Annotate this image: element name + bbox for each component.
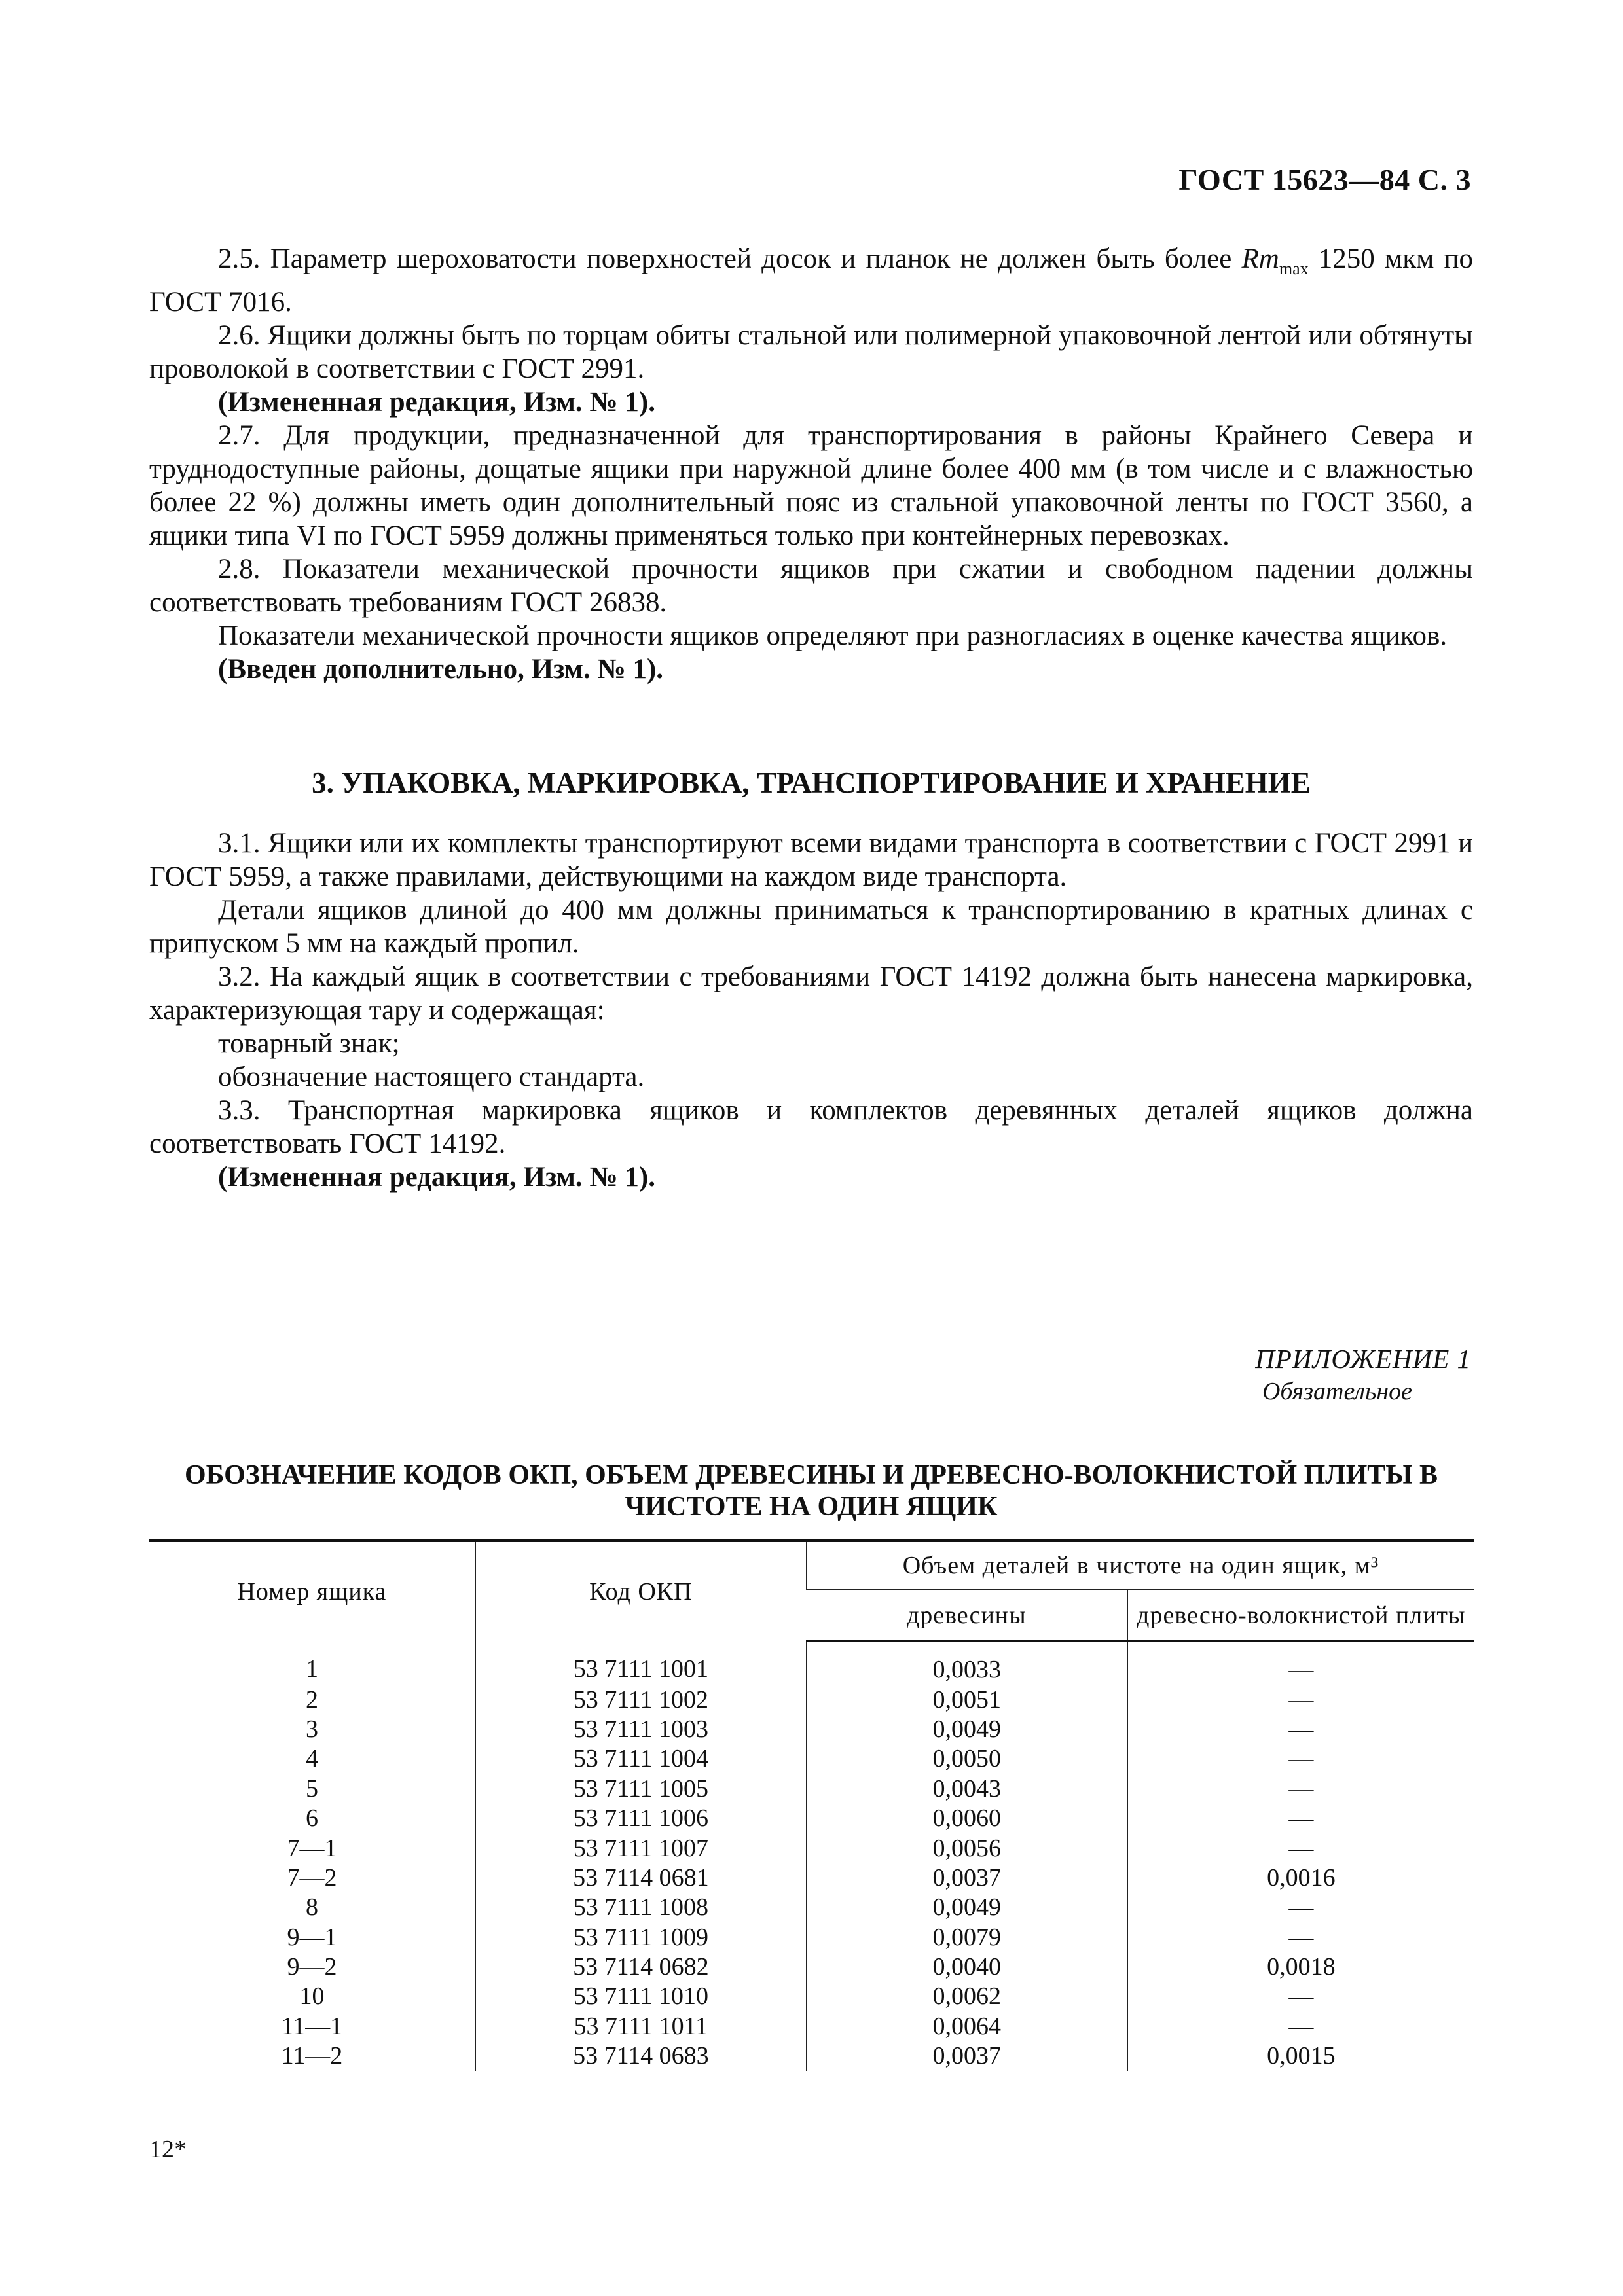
appendix-note: Обязательное [1262, 1378, 1412, 1405]
header-fiberboard: древесно-волокнистой плиты [1127, 1590, 1474, 1641]
appendix-label: ПРИЛОЖЕНИЕ 1 [1255, 1344, 1471, 1374]
cell-okp-code: 53 7114 0681 [475, 1863, 807, 1893]
cell-number: 6 [305, 1804, 318, 1833]
cell-fiberboard-volume: — [1127, 2012, 1474, 2041]
cell-fiberboard-volume: — [1127, 1715, 1474, 1744]
table-row [149, 1641, 1474, 1685]
cell-wood-volume: 0,0079 [807, 1923, 1127, 1952]
cell-number: 7—2 [287, 1863, 337, 1892]
cell-fiberboard-volume: — [1127, 1804, 1474, 1833]
clause-2-6: 2.6. Ящики должны быть по торцам обиты стальной или полимерной упаковочной лентой или обтянуты проволокой в соответствии с ГОСТ 2991. [149, 320, 1473, 384]
table-row [149, 1685, 1474, 1714]
cell-fiberboard-volume: 0,0015 [1127, 2041, 1474, 2071]
cell-wood-volume: 0,0064 [807, 2012, 1127, 2041]
cell-wood-volume: 0,0040 [807, 1952, 1127, 1982]
cell-wood-volume: 0,0056 [807, 1833, 1127, 1863]
table-row [149, 1744, 1474, 1774]
header-code: Код ОКП [475, 1541, 807, 1641]
table-row [149, 1774, 1474, 1804]
cell-okp-code: 53 7111 1007 [475, 1833, 807, 1863]
cell-wood-volume: 0,0051 [807, 1685, 1127, 1714]
cell-number: 7—1 [287, 1834, 337, 1862]
cell-number: 8 [305, 1893, 318, 1922]
cell-wood-volume: 0,0037 [807, 1863, 1127, 1893]
roughness-subscript: max [1279, 259, 1309, 278]
clause-3-3: 3.3. Транспортная маркировка ящиков и комплектов деревянных деталей ящиков должна соответствовать ГОСТ 14192. [149, 1095, 1473, 1159]
cell-okp-code: 53 7111 1002 [475, 1685, 807, 1714]
cell-okp-code: 53 7111 1005 [475, 1774, 807, 1804]
section-2-continued [149, 242, 1473, 686]
table-row [149, 1715, 1474, 1744]
cell-wood-volume: 0,0062 [807, 1982, 1127, 2011]
cell-number: 10 [299, 1982, 325, 2011]
cell-number: 4 [305, 1745, 318, 1773]
cell-wood-volume: 0,0060 [807, 1804, 1127, 1833]
cell-okp-code: 53 7111 1001 [475, 1641, 807, 1685]
cell-okp-code: 53 7111 1011 [475, 2012, 807, 2041]
cell-okp-code: 53 7111 1009 [475, 1923, 807, 1952]
cell-fiberboard-volume: — [1127, 1893, 1474, 1922]
header-wood: древесины [807, 1590, 1127, 1641]
page-header: ГОСТ 15623—84 С. 3 [1178, 163, 1471, 196]
cell-wood-volume: 0,0049 [807, 1893, 1127, 1922]
cell-number: 3 [305, 1715, 318, 1743]
clause-2-8-paragraph-2: Показатели механической прочности ящиков определяют при разногласиях в оценке качества ящиков. [218, 620, 1448, 651]
amendment-note-2-8: (Введен дополнительно, Изм. № 1). [218, 654, 664, 685]
cell-wood-volume: 0,0049 [807, 1715, 1127, 1744]
cell-fiberboard-volume: — [1127, 1685, 1474, 1714]
cell-number: 2 [305, 1685, 318, 1713]
table-row [149, 1863, 1474, 1893]
cell-fiberboard-volume: 0,0018 [1127, 1952, 1474, 1982]
cell-number: 11—1 [281, 2012, 343, 2040]
header-number: Номер ящика [149, 1541, 475, 1641]
cell-wood-volume: 0,0043 [807, 1774, 1127, 1804]
cell-fiberboard-volume: — [1127, 1641, 1474, 1685]
clause-2-7: 2.7. Для продукции, предназначенной для транспортирования в районы Крайнего Севера и труднодоступные районы, дощатые ящики при наружной длине более 400 мм (в том числе и с влажностью более 22 %) должны иметь один дополнительный пояс из стальной упаковочной ленты по ГОСТ 3560, а ящики типа VI по ГОСТ 5959 должны применяться только при контейнерных перевозках. [149, 420, 1473, 551]
table-row [149, 2012, 1474, 2041]
clause-3-2-item-1: товарный знак; [218, 1028, 400, 1059]
cell-number: 11—2 [281, 2042, 343, 2070]
clause-3-1-paragraph-2: Детали ящиков длиной до 400 мм должны приниматься к транспортированию в кратных длинах с припуском 5 мм на каждый пропил. [149, 895, 1473, 959]
cell-okp-code: 53 7114 0682 [475, 1952, 807, 1982]
table-row [149, 1893, 1474, 1922]
cell-number: 5 [305, 1774, 318, 1803]
clause-2-5: 2.5. Параметр шероховатости поверхностей досок и планок не должен быть более $Rm_{max}$ 1250 мкм по ГОСТ 7016. [149, 243, 1473, 317]
cell-fiberboard-volume: — [1127, 1923, 1474, 1952]
cell-okp-code: 53 7111 1008 [475, 1893, 807, 1922]
cell-okp-code: 53 7111 1010 [475, 1982, 807, 2011]
cell-fiberboard-volume: — [1127, 1982, 1474, 2011]
roughness-symbol: Rm [1241, 243, 1279, 274]
cell-okp-code: 53 7111 1004 [475, 1744, 807, 1774]
cell-okp-code: 53 7111 1003 [475, 1715, 807, 1744]
clause-2-8: 2.8. Показатели механической прочности ящиков при сжатии и свободном падении должны соответствовать требованиям ГОСТ 26838. [149, 554, 1473, 618]
section-3-body [149, 827, 1473, 1194]
clause-3-1: 3.1. Ящики или их комплекты транспортируют всеми видами транспорта в соответствии с ГОСТ 2991 и ГОСТ 5959, а также правилами, действующими на каждом виде транспорта. [149, 828, 1473, 892]
cell-okp-code: 53 7114 0683 [475, 2041, 807, 2071]
table-row [149, 1923, 1474, 1952]
table-row [149, 1982, 1474, 2011]
page-footer: 12* [149, 2136, 187, 2163]
table-body [149, 1641, 1474, 2072]
cell-fiberboard-volume: — [1127, 1774, 1474, 1804]
table-row [149, 1833, 1474, 1863]
cell-number: 9—1 [287, 1923, 337, 1951]
cell-fiberboard-volume: — [1127, 1744, 1474, 1774]
table-row [149, 1952, 1474, 1982]
cell-fiberboard-volume: — [1127, 1833, 1474, 1863]
cell-number: 1 [305, 1655, 318, 1683]
clause-3-2-item-2: обозначение настоящего стандарта. [218, 1062, 645, 1092]
okp-codes-table [149, 1539, 1474, 2071]
cell-wood-volume: 0,0050 [807, 1744, 1127, 1774]
cell-wood-volume: 0,0037 [807, 2041, 1127, 2071]
cell-wood-volume: 0,0033 [807, 1641, 1127, 1685]
cell-number: 9—2 [287, 1953, 337, 1981]
cell-okp-code: 53 7111 1006 [475, 1804, 807, 1833]
table-title: ОБОЗНАЧЕНИЕ КОДОВ ОКП, ОБЪЕМ ДРЕВЕСИНЫ И ДРЕВЕСНО-ВОЛОКНИСТОЙ ПЛИТЫ В ЧИСТОТЕ НА ОДИН ЯЩИК [184, 1460, 1438, 1522]
table-row [149, 2041, 1474, 2071]
cell-fiberboard-volume: 0,0016 [1127, 1863, 1474, 1893]
amendment-note-2-6: (Измененная редакция, Изм. № 1). [218, 387, 655, 418]
table-row [149, 1804, 1474, 1833]
clause-3-2: 3.2. На каждый ящик в соответствии с требованиями ГОСТ 14192 должна быть нанесена маркировка, характеризующая тару и содержащая: [149, 961, 1473, 1026]
header-volume-group: Объем деталей в чистоте на один ящик, м³ [807, 1541, 1474, 1590]
section-3-heading: 3. УПАКОВКА, МАРКИРОВКА, ТРАНСПОРТИРОВАНИЕ И ХРАНЕНИЕ [312, 766, 1311, 799]
amendment-note-3-3: (Измененная редакция, Изм. № 1). [218, 1162, 655, 1193]
